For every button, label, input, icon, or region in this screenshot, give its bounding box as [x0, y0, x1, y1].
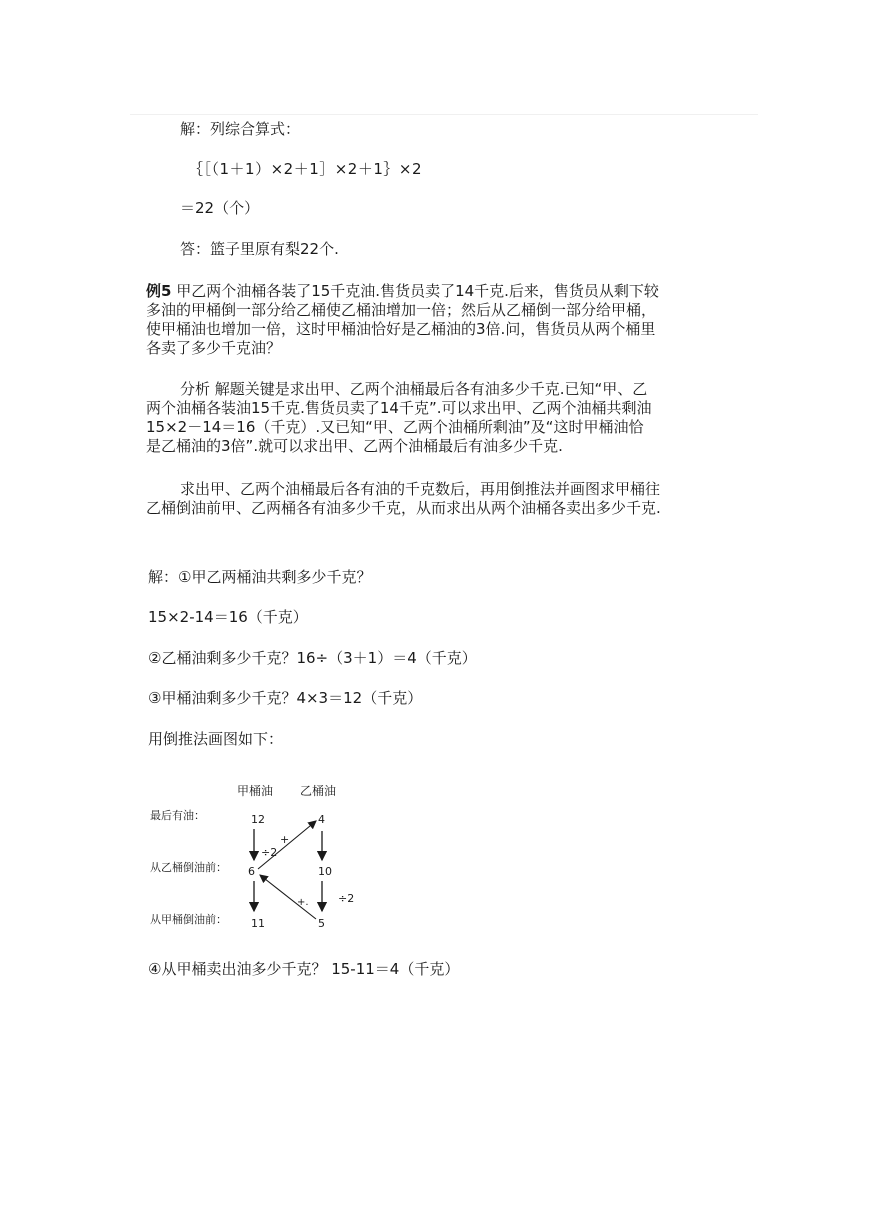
- op-plus-bottom: +.: [297, 897, 309, 908]
- op-div-right: ÷2: [338, 892, 355, 905]
- row-final-label: 最后有油：: [150, 809, 205, 822]
- example5-line-3: 使甲桶油也增加一倍，这时甲桶油恰好是乙桶油的3倍.问，售货员从两个桶里: [146, 320, 656, 338]
- analysis2-line-1: 求出甲、乙两个油桶最后各有油的千克数后，再用倒推法并画图求甲桶往: [180, 480, 661, 498]
- yi-final-value: 4: [318, 813, 325, 826]
- analysis-line-2: 两个油桶各装油15千克.售货员卖了14千克”.可以求出甲、乙两个油桶共剩油: [146, 399, 652, 417]
- yi-start-value: 5: [318, 917, 325, 930]
- solution2-diagram-intro: 用倒推法画图如下：: [148, 730, 284, 748]
- solution2-step3: ③甲桶油剩多少千克？4×3＝12（千克）: [148, 689, 423, 707]
- yi-mid-value: 10: [318, 865, 332, 878]
- top-rule: [130, 114, 758, 115]
- solution2-step1: 解：①甲乙两桶油共剩多少千克？: [148, 568, 372, 586]
- col-yi-label: 乙桶油: [300, 784, 337, 798]
- example5-label: 例5: [146, 282, 172, 300]
- analysis-line-4: 是乙桶油的3倍”.就可以求出甲、乙两个油桶最后有油多少千克.: [146, 437, 563, 455]
- op-div-left: ÷2: [261, 846, 278, 859]
- op-plus-top: +: [280, 833, 290, 846]
- example5-line-4: 各卖了多少千克油？: [146, 339, 282, 357]
- solution1-heading: 解：列综合算式：: [180, 120, 301, 138]
- example5-line-2: 多油的甲桶倒一部分给乙桶使乙桶油增加一倍；然后从乙桶倒一部分给甲桶，: [146, 301, 657, 319]
- analysis2-paragraph: [146, 480, 661, 518]
- jia-start-value: 11: [251, 917, 265, 930]
- solution2-step4: ④从甲桶卖出油多少千克？ 15-11＝4（千克）: [148, 960, 460, 978]
- solution1-answer: 答：篮子里原有梨22个.: [180, 240, 339, 258]
- example5-problem: [146, 282, 659, 358]
- example5-line-1: 甲乙两个油桶各装了15千克油.售货员卖了14千克.后来，售货员从剩下较: [176, 282, 659, 300]
- analysis-line-3: 15×2－14＝16（千克）.又已知“甲、乙两个油桶所剩油”及“这时甲桶油恰: [146, 418, 644, 436]
- analysis-line-1: 分析 解题关键是求出甲、乙两个油桶最后各有油多少千克.已知“甲、乙: [180, 380, 648, 398]
- row-before-yi-label: 从乙桶倒油前：: [150, 861, 227, 874]
- solution1-formula: ｛［（1＋1）×2＋1］×2＋1｝×2: [188, 160, 423, 178]
- solution2-step2: ②乙桶油剩多少千克？16÷（3＋1）＝4（千克）: [148, 649, 477, 667]
- jia-final-value: 12: [251, 813, 265, 826]
- reverse-reasoning-diagram: [140, 775, 400, 940]
- row-before-jia-label: 从甲桶倒油前：: [150, 913, 227, 926]
- solution2-step1-calc: 15×2-14＝16（千克）: [148, 608, 308, 626]
- col-jia-label: 甲桶油: [237, 784, 274, 798]
- solution1-result: ＝22（个）: [180, 199, 260, 217]
- analysis-paragraph: [146, 380, 651, 456]
- analysis2-line-2: 乙桶倒油前甲、乙两桶各有油多少千克，从而求出从两个油桶各卖出多少千克.: [146, 499, 661, 517]
- jia-mid-value: 6: [248, 865, 255, 878]
